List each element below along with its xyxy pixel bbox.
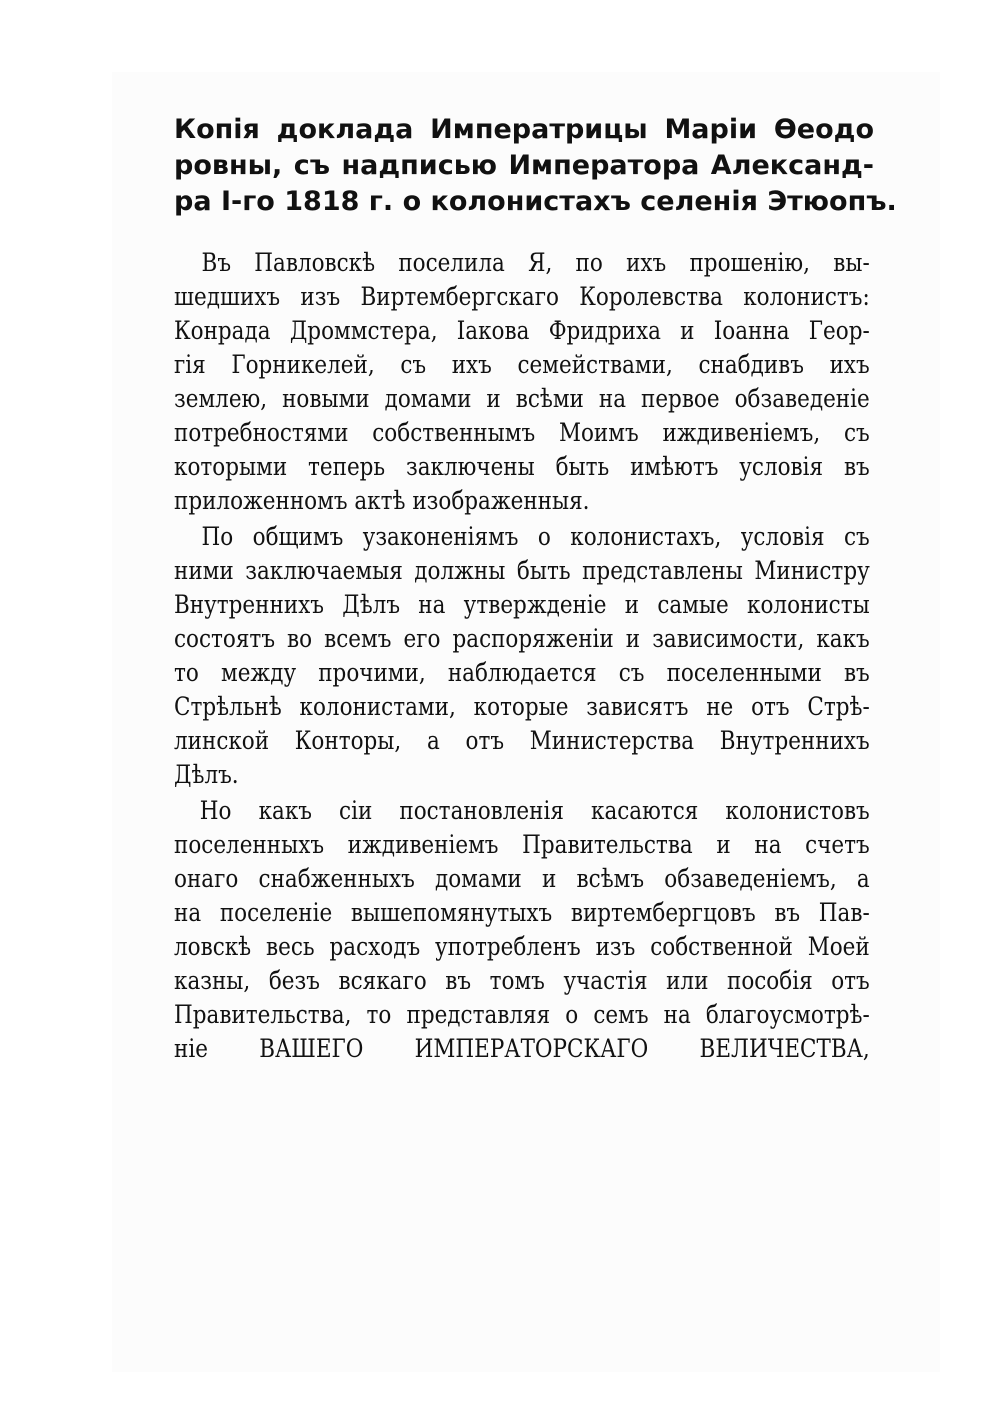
text-line: которыми теперь заключены быть имѣютъ условія въ <box>174 452 870 481</box>
text-line: По общимъ узаконеніямъ о колонистахъ, условія съ <box>201 522 870 551</box>
text-line: Конрада Дроммстера, Іакова Фридриха и Іоанна Геор- <box>174 316 870 345</box>
text-line: Стрѣльнѣ колонистами, которые зависятъ не отъ Стрѣ- <box>174 692 870 721</box>
text-line: Дѣлъ. <box>174 760 239 789</box>
text-line: линской Конторы, а отъ Министерства Внутреннихъ <box>174 726 870 755</box>
paragraph-2 <box>174 520 870 792</box>
paragraph-3 <box>174 794 870 1066</box>
paragraph-1 <box>174 246 870 518</box>
text-line: то между прочими, наблюдается съ поселенными въ <box>174 658 870 687</box>
text-line: ними заключаемыя должны быть представлены Министру <box>174 556 870 585</box>
text-line: гія Горникелей, съ ихъ семействами, снабдивъ ихъ <box>174 350 870 379</box>
document-body <box>174 246 870 1066</box>
text-line: состоятъ во всемъ его распоряженіи и зависимости, какъ <box>174 624 870 653</box>
text-line: казны, безъ всякаго въ томъ участія или пособія отъ <box>174 966 870 995</box>
title-line: Копія доклада Императрицы Маріи Өеодо <box>174 114 874 145</box>
title-line: ра I-го 1818 г. о колонистахъ селенія Этюопъ. <box>174 186 897 217</box>
text-line: Внутреннихъ Дѣлъ на утвержденіе и самые колонисты <box>174 590 870 619</box>
text-line: на поселеніе вышепомянутыхъ виртембергцовъ въ Пав- <box>174 898 870 927</box>
text-line: Въ Павловскѣ поселила Я, по ихъ прошенію, вы- <box>201 248 870 277</box>
text-line: потребностями собственнымъ Моимъ иждивеніемъ, съ <box>174 418 870 447</box>
text-line: Правительства, то представляя о семъ на благоусмотрѣ- <box>174 1000 870 1029</box>
document-title <box>174 112 897 220</box>
text-line: землею, новыми домами и всѣми на первое обзаведеніе <box>174 384 870 413</box>
text-line: ніе ВАШЕГО ИМПЕРАТОРСКАГО ВЕЛИЧЕСТВА, <box>174 1034 870 1063</box>
title-line: ровны, съ надписью Императора Александ- <box>174 150 874 181</box>
text-line: Но какъ сіи постановленія касаются колонистовъ <box>199 796 870 825</box>
text-line: поселенныхъ иждивеніемъ Правительства и на счетъ <box>174 830 870 859</box>
text-line: шедшихъ изъ Виртембергскаго Королевства колонистъ: <box>174 282 870 311</box>
text-line: ловскѣ весь расходъ употребленъ изъ собственной Моей <box>174 932 870 961</box>
text-line: онаго снабженныхъ домами и всѣмъ обзаведеніемъ, а <box>174 864 870 893</box>
text-line: приложенномъ актѣ изображенныя. <box>174 486 590 515</box>
